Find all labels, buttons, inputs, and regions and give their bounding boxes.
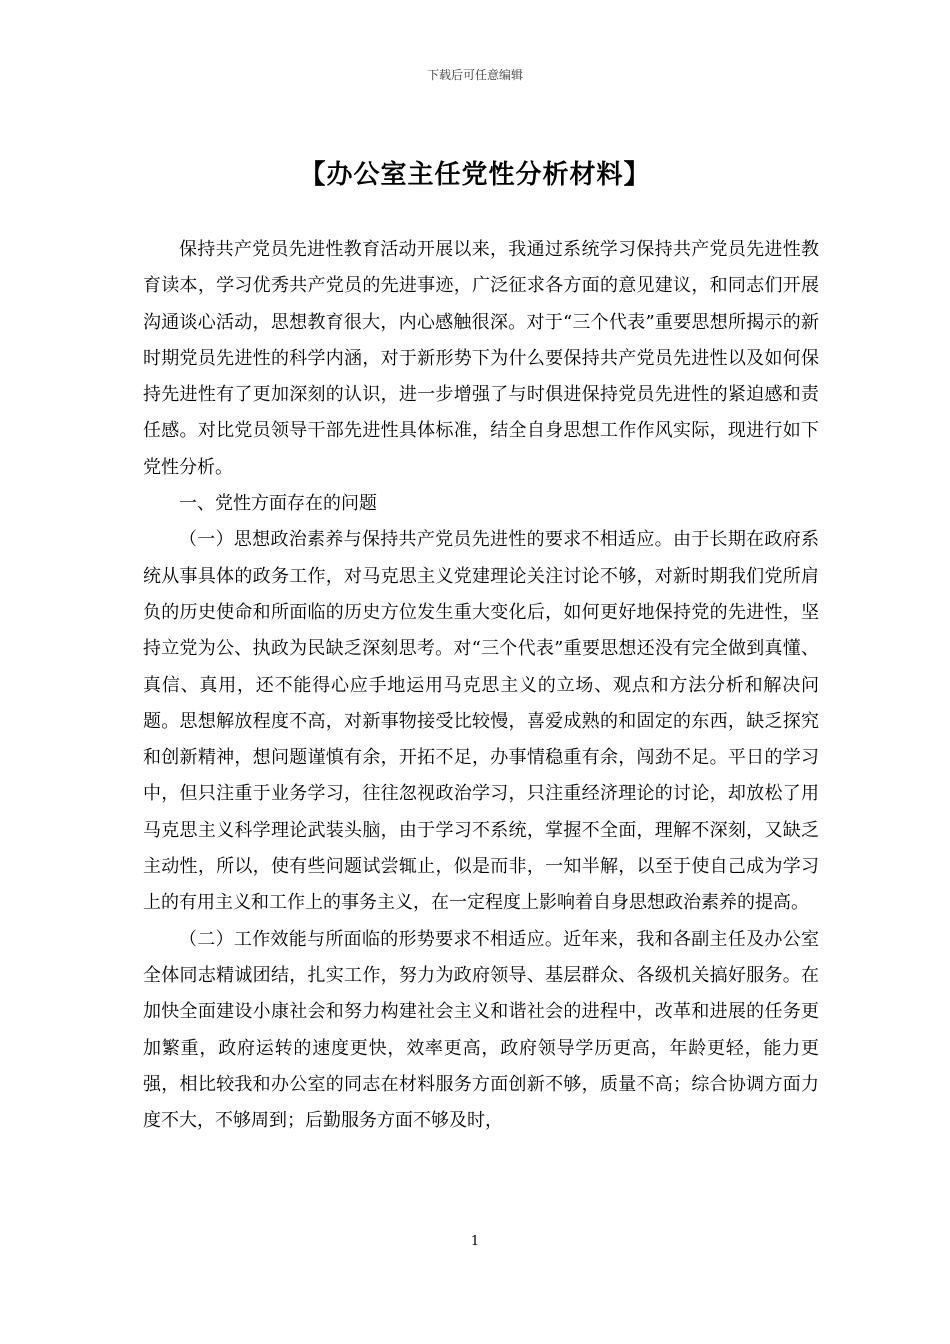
section-heading-problems: 一、党性方面存在的问题 <box>179 493 377 515</box>
paragraph-point-two: （二）工作效能与所面临的形势要求不相适应。近年来，我和各副主任及办公室全体同志精诚团结，扎实工作，努力为政府领导、基层群众、各级机关搞好服务。在加快全面建设小康社会和努力构建社会主义和谐社会的进程中，改革和进展的任务更加繁重，政府运转的速度更快，效率更高，政府领导学历更高，年龄更轻，能力更强，相比较我和办公室的同志在材料服务方面创新不够，质量不高；综合协调方面力度不大，不够周到；后勤服务方面不够及时， <box>143 928 819 1132</box>
page-number: 1 <box>470 1234 480 1249</box>
paragraph-point-one: （一）思想政治素养与保持共产党员先进性的要求不相适应。由于长期在政府系统从事具体的政务工作，对马克思主义党建理论关注讨论不够，对新时期我们党所肩负的历史使命和所面临的历史方位发生重大变化后，如何更好地保持党的先进性，坚持立党为公、执政为民缺乏深刻思考。对“三个代表”重要思想还没有完全做到真懂、真信、真用，还不能得心应手地运用马克思主义的立场、观点和方法分析和解决问题。思想解放程度不高，对新事物接受比较慢，喜爱成熟的和固定的东西，缺乏探究和创新精神，想问题谨慎有余，开拓不足，办事情稳重有余，闯劲不足。平日的学习中，但只注重于业务学习，往往忽视政治学习，只注重经济理论的讨论，却放松了用马克思主义科学理论武装头脑，由于学习不系统，掌握不全面，理解不深刻，又缺乏主动性，所以，使有些问题试尝辄止，似是而非，一知半解，以至于使自己成为学习上的有用主义和工作上的事务主义，在一定程度上影响着自身思想政治素养的提高。 <box>143 529 819 914</box>
paragraph-intro: 保持共产党员先进性教育活动开展以来，我通过系统学习保持共产党员先进性教育读本，学习优秀共产党员的先进事迹，广泛征求各方面的意见建议，和同志们开展沟通谈心活动，思想教育很大，内心感触很深。对于“三个代表”重要思想所揭示的新时期党员先进性的科学内涵，对于新形势下为什么要保持共产党员先进性以及如何保持先进性有了更加深刻的认识，进一步增强了与时俱进保持党员先进性的紧迫感和责任感。对比党员领导干部先进性具体标准，结全自身思想工作作风实际，现进行如下党性分析。 <box>143 239 819 478</box>
page-header-note: 下载后可任意编辑 <box>426 68 523 82</box>
document-body <box>143 232 819 1139</box>
document-title: 【办公室主任党性分析材料】 <box>299 160 651 190</box>
